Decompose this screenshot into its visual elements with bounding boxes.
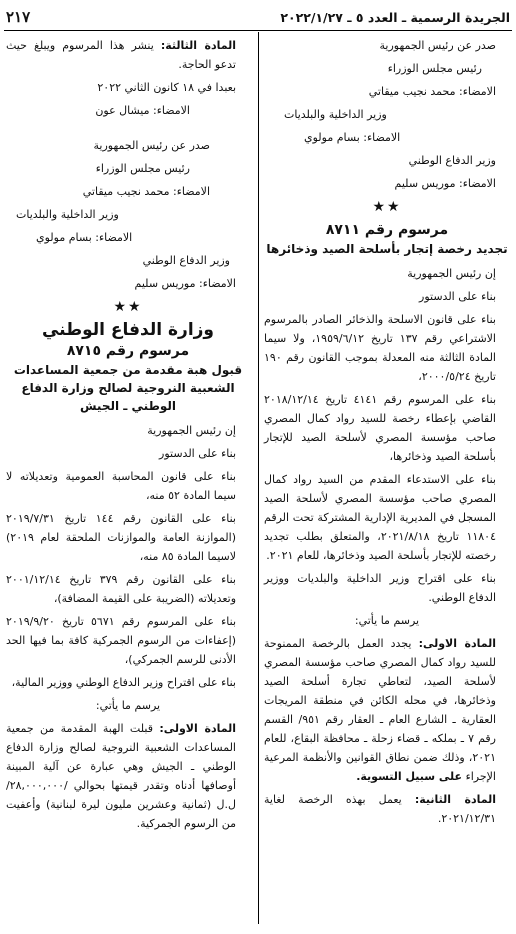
separator-stars: ★★ bbox=[113, 299, 143, 315]
preamble-proposal: بناء على اقتراح وزير الداخلية والبلديات ووزير الدفاع الوطني. bbox=[264, 572, 496, 604]
signature-president: صدر عن رئيس الجمهورية bbox=[93, 139, 210, 152]
preamble-decree-4141: بناء على المرسوم رقم ٤١٤١ تاريخ ٢٠١٨/١٢/١٤ القاضي بإعطاء رخصة للسيد رواد كمال المصري صاحب مؤسسة المصري لأسلحة الصيد للإتجار بأسلحة الصيد وذخائرها، bbox=[264, 393, 497, 463]
decree-number: مرسوم رقم ٨٧١١ bbox=[325, 222, 449, 238]
left-column bbox=[6, 36, 250, 837]
signature-defense-name: الامضاء: موريس سليم bbox=[394, 177, 496, 190]
preamble-decree-5671: بناء على المرسوم رقم ٥٦٧١ تاريخ ٢٠١٩/٩/٢٠ (إعفاءات من الرسوم الجمركية كافة بما فيها الحد الأدنى للرسم الجمركي)، bbox=[6, 615, 236, 666]
right-column bbox=[264, 36, 510, 832]
gazette-title: الجريدة الرسمية ـ العدد ٥ ـ ٢٠٢٢/١/٢٧ bbox=[280, 9, 510, 25]
article-2 bbox=[264, 790, 510, 828]
header-rule bbox=[4, 30, 512, 31]
preamble-constitution: بناء على الدستور bbox=[419, 290, 496, 303]
article-2-label: المادة الثانية: bbox=[414, 793, 496, 806]
preamble-constitution: بناء على الدستور bbox=[159, 447, 236, 460]
page-number: ٢١٧ bbox=[6, 8, 31, 26]
decree-title: قبول هبة مقدمة من جمعية المساعدات الشعبية النروجية لصالح وزارة الدفاع الوطني ـ الجيش bbox=[13, 363, 243, 413]
signature-interior-title: وزير الداخلية والبلديات bbox=[284, 108, 387, 121]
article-1-label: المادة الاولى: bbox=[418, 637, 496, 650]
decree-title: تجديد رخصة إتجار بأسلحة الصيد وذخائرها bbox=[266, 242, 508, 256]
article-3 bbox=[6, 36, 250, 74]
signature-defense-name: الامضاء: موريس سليم bbox=[134, 277, 236, 290]
preamble-proposal: بناء على اقتراح وزير الدفاع الوطني ووزير المالية، bbox=[11, 676, 236, 689]
decrees-following: يرسم ما يأتي: bbox=[354, 614, 420, 627]
page-header bbox=[6, 6, 510, 28]
signature-defense-title: وزير الدفاع الوطني bbox=[408, 154, 496, 167]
preamble-president: إن رئيس الجمهورية bbox=[407, 267, 496, 280]
article-3-label: المادة الثالثة: bbox=[160, 39, 236, 52]
signature-defense-title: وزير الدفاع الوطني bbox=[142, 254, 230, 267]
signature-president-name: الامضاء: ميشال عون bbox=[95, 104, 190, 117]
signature-interior-name: الامضاء: بسام مولوي bbox=[304, 131, 401, 144]
separator-stars: ★★ bbox=[372, 199, 402, 215]
article-1-label: المادة الاولى: bbox=[159, 722, 236, 735]
signature-interior-name: الامضاء: بسام مولوي bbox=[36, 231, 133, 244]
preamble-request: بناء على الاستدعاء المقدم من السيد رواد كمال المصري صاحب مؤسسة المصري لأسلحة الصيد المسجل في المديرية الإدارية المشتركة تحت الرقم ١١٨٠٤ تاريخ ٢٠٢١/٨/١٨، والمتعلق بطلب تجديد رخصته للإتجار بأسلحة الصيد وذخائرها، للعام ٢٠٢١. bbox=[264, 473, 496, 562]
ministry-heading: وزارة الدفاع الوطني bbox=[41, 320, 215, 340]
signature-interior-title: وزير الداخلية والبلديات bbox=[16, 208, 119, 221]
article-3-text: ينشر هذا المرسوم ويبلغ حيث تدعو الحاجة. bbox=[6, 39, 236, 71]
preamble-law-379: بناء على القانون رقم ٣٧٩ تاريخ ٢٠٠١/١٢/١٤ وتعديلاته (الضريبة على القيمة المضافة)، bbox=[6, 573, 236, 605]
column-divider bbox=[258, 32, 259, 924]
decrees-following: يرسم ما يأتي: bbox=[95, 699, 161, 712]
signature-pm-name: الامضاء: محمد نجيب ميقاتي bbox=[82, 185, 210, 198]
article-1 bbox=[6, 719, 250, 833]
signature-president: صدر عن رئيس الجمهورية bbox=[379, 39, 496, 52]
preamble-president: إن رئيس الجمهورية bbox=[147, 424, 236, 437]
preamble-accounting-law: بناء على قانون المحاسبة العمومية وتعديلاته لا سيما المادة ٥٢ منه، bbox=[6, 470, 236, 502]
article-2-text: يعمل بهذه الرخصة لغاية ٢٠٢١/١٢/٣١. bbox=[264, 793, 496, 825]
decree-number: مرسوم رقم ٨٧١٥ bbox=[66, 343, 190, 359]
article-1-text: قبلت الهبة المقدمة من جمعية المساعدات الشعبية النروجية لصالح وزارة الدفاع الوطني ـ الجيش وهي عبارة عن آلية المبينة أوصافها أدناه وتقدر قيمتها بحوالي /٢٨,٠٠٠,٠٠٠/ل.ل (ثمانية وعشرين مليون ليرة لبنانية) وأعفيت من الرسوم الجمركية. bbox=[6, 722, 236, 830]
decree-date: بعبدا في ١٨ كانون الثاني ٢٠٢٢ bbox=[97, 81, 236, 94]
signature-pm-name: الامضاء: محمد نجيب ميقاتي bbox=[368, 85, 496, 98]
signature-pm-title: رئيس مجلس الوزراء bbox=[387, 62, 482, 75]
signature-pm-title: رئيس مجلس الوزراء bbox=[95, 162, 190, 175]
article-1-text: يجدد العمل بالرخصة الممنوحة للسيد رواد كمال المصري صاحب مؤسسة المصري لأسلحة الصيد، لتعاطي تجارة أسلحة الصيد وذخائرها، في محله الكائن في منطقة المريجات العقارية ـ الشارع العام ـ العقار رقم ٩٥١/ القسم رقم ٧ ـ بملكه ـ قضاء زحلة ـ محافظة البقاع، للعام ٢٠٢١، وذلك ضمن نطاق القوانين والأنظمة المرعية الإجراء bbox=[264, 637, 496, 783]
preamble-law-144: بناء على القانون رقم ١٤٤ تاريخ ٢٠١٩/٧/٣١ (الموازنة العامة والموازنات الملحقة لعام ٢٠١٩) لاسيما المادة ٨٥ منه، bbox=[6, 512, 236, 563]
preamble-weapons-law: بناء على قانون الاسلحة والذخائر الصادر بالمرسوم الاشتراعي رقم ١٣٧ تاريخ ١٩٥٩/٦/١٢، ولا سيما المادة الثالثة منه المعدلة بموجب القانون رقم ١٩٠ تاريخ ٢٠٠٠/٥/٢٤، bbox=[264, 313, 496, 383]
article-1-bold-end: على سبيل التسوية. bbox=[356, 770, 463, 783]
article-1 bbox=[264, 634, 510, 786]
